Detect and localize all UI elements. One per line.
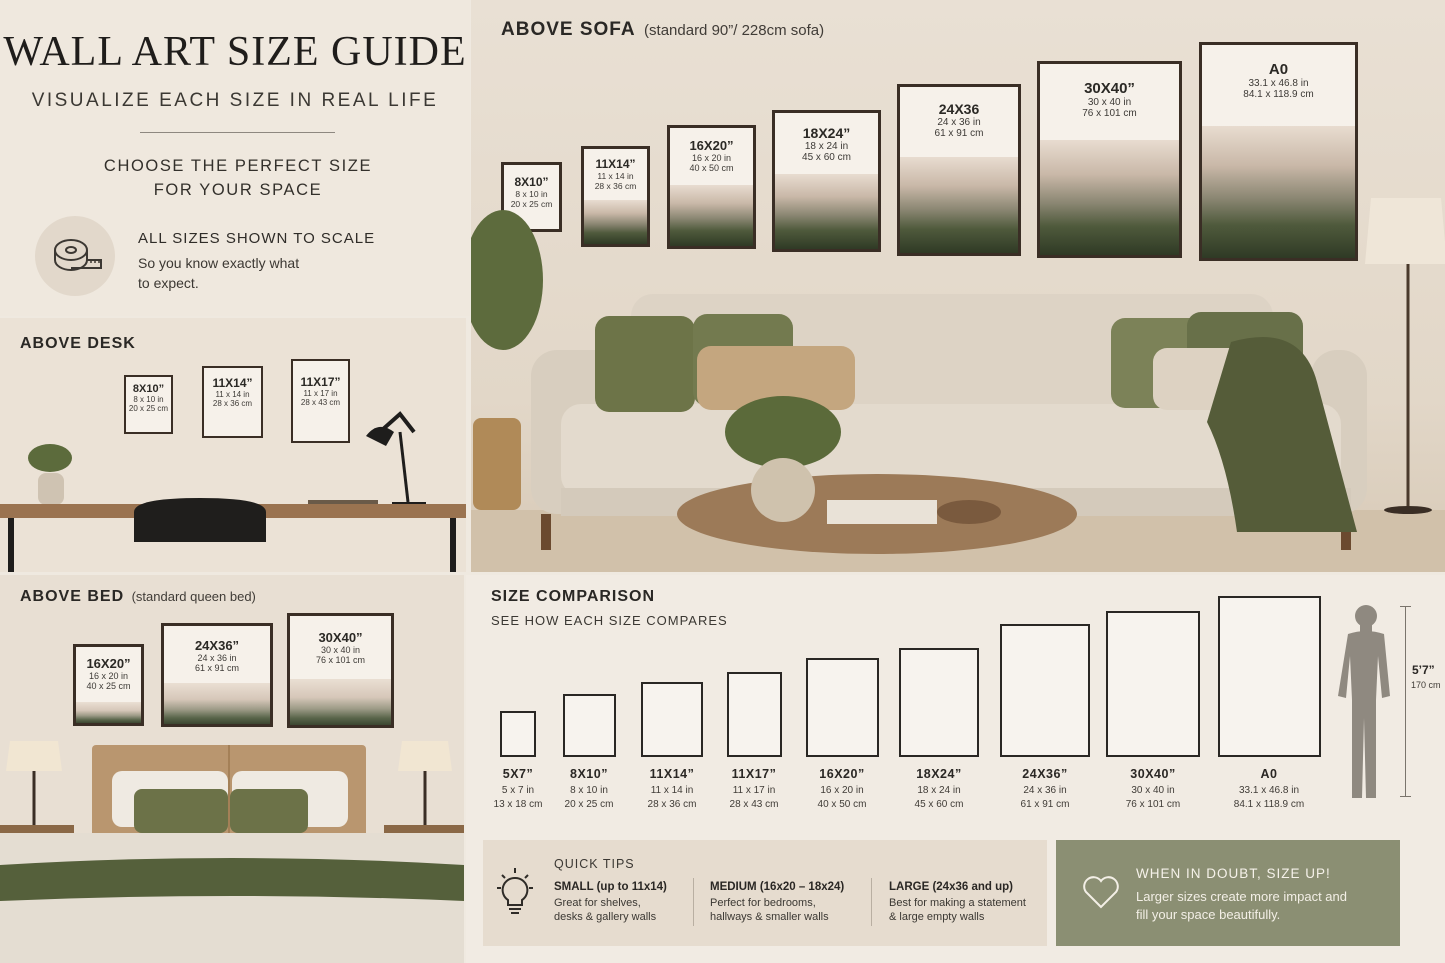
tip-heading: MEDIUM (16x20 – 18x24) (710, 881, 845, 893)
frame-size: 24X36 (938, 101, 980, 117)
size-cm: 76 x 101 cm (1125, 799, 1181, 810)
frame-inches: 11 x 14 in (215, 390, 250, 399)
compare-box-11x17 (727, 672, 782, 757)
desk-scene-illustration (0, 318, 466, 572)
frame-inches: 24 x 36 in (937, 117, 981, 128)
size-up-text (1136, 888, 1347, 924)
frame-cm: 45 x 60 cm (802, 152, 851, 163)
frame-size: A0 (1268, 61, 1289, 78)
compare-label-a0 (1219, 767, 1319, 810)
size-inches: 8 x 10 in (570, 785, 608, 796)
bed-note: (standard queen bed) (131, 589, 256, 604)
size-up-box (1056, 840, 1400, 946)
size-cm: 28 x 36 cm (647, 799, 697, 810)
frame-cm: 84.1 x 118.9 cm (1243, 89, 1314, 100)
frame-size: 16X20” (86, 656, 131, 671)
frame-size: 30X40” (1084, 80, 1135, 97)
bed-label: ABOVE BED (20, 588, 125, 605)
size-inches: 16 x 20 in (820, 785, 864, 796)
frame-size: 8X10” (514, 175, 549, 189)
size-name: 11X17” (731, 767, 777, 781)
compare-box-8x10 (563, 694, 616, 757)
size-inches: 11 x 14 in (650, 785, 694, 796)
sofa-note: (standard 90”/ 228cm sofa) (644, 22, 825, 39)
size-inches: 24 x 36 in (1023, 785, 1067, 796)
tips-divider (693, 878, 694, 926)
size-name: 30X40” (1130, 767, 1176, 781)
size-cm: 61 x 91 cm (1020, 799, 1070, 810)
frame-cm: 20 x 25 cm (510, 199, 553, 209)
tips-divider (871, 878, 872, 926)
sofa-scene-illustration (471, 190, 1445, 572)
frame-inches: 8 x 10 in (515, 189, 548, 199)
frame-size: 24X36” (194, 638, 240, 653)
height-bracket (1405, 606, 1406, 796)
sofa-heading (501, 19, 824, 41)
frame-inches: 18 x 24 in (804, 141, 849, 152)
scale-text-line-1: So you know exactly what (138, 255, 300, 271)
size-cm: 45 x 60 cm (914, 799, 964, 810)
size-cm: 20 x 25 cm (564, 799, 614, 810)
frame-inches: 30 x 40 in (1087, 97, 1132, 108)
compare-label-30x40 (1103, 767, 1203, 810)
comparison-title: SIZE COMPARISON (491, 588, 656, 605)
compare-label-24x36 (995, 767, 1095, 810)
frame-cm: 76 x 101 cm (315, 655, 366, 665)
frame-cm: 20 x 25 cm (128, 404, 169, 413)
size-inches: 18 x 24 in (917, 785, 961, 796)
size-name: 8X10” (570, 767, 608, 781)
tip-line-2: desks & gallery walls (554, 911, 657, 923)
frame-inches: 24 x 36 in (197, 653, 237, 663)
compare-label-16x20 (792, 767, 892, 810)
frame-cm: 76 x 101 cm (1082, 108, 1137, 119)
frame-cm: 61 x 91 cm (934, 128, 984, 139)
size-name: A0 (1260, 767, 1278, 781)
tip-line-1: Perfect for bedrooms, (710, 897, 816, 909)
desk-label: ABOVE DESK (20, 335, 136, 352)
size-cm: 40 x 50 cm (817, 799, 867, 810)
tip-line-1: Best for making a statement (889, 897, 1026, 909)
lightbulb-icon (491, 866, 539, 918)
frame-cm: 28 x 43 cm (300, 398, 341, 407)
frame-inches: 33.1 x 46.8 in (1248, 78, 1309, 89)
heart-icon (1082, 874, 1120, 910)
person-silhouette-icon (1336, 602, 1396, 806)
compare-box-11x14 (641, 682, 703, 757)
frame-size: 11X14” (212, 376, 253, 390)
person-height: 5’7” (1412, 663, 1435, 677)
compare-label-11x17 (704, 767, 804, 810)
size-name: 11X14” (649, 767, 695, 781)
compare-box-30x40 (1106, 611, 1200, 757)
frame-size: 8X10” (132, 383, 165, 395)
tip-line-2: & large empty walls (889, 911, 985, 923)
size-inches: 33.1 x 46.8 in (1238, 785, 1300, 796)
frame-size: 30X40” (318, 630, 363, 645)
size-inches: 30 x 40 in (1131, 785, 1175, 796)
tip-heading: SMALL (up to 11x14) (554, 881, 667, 893)
size-inches: 11 x 17 in (732, 785, 776, 796)
tape-measure-icon (35, 216, 115, 296)
size-cm: 13 x 18 cm (493, 799, 543, 810)
compare-box-18x24 (899, 648, 979, 757)
divider (140, 132, 335, 133)
sofa-panel (471, 0, 1445, 572)
frame-cm: 28 x 36 cm (594, 181, 637, 191)
compare-box-16x20 (806, 658, 879, 757)
size-cm: 28 x 43 cm (729, 799, 779, 810)
size-up-line-1: Larger sizes create more impact and (1136, 889, 1347, 904)
frame-size: 18X24” (802, 125, 851, 141)
height-bracket-bottom (1400, 796, 1411, 797)
tips-title: QUICK TIPS (554, 857, 635, 871)
sofa-label: ABOVE SOFA (501, 19, 636, 40)
tip-line-1: Great for shelves, (554, 897, 641, 909)
frame-inches: 16 x 20 in (88, 671, 129, 681)
compare-box-5x7 (500, 711, 536, 757)
quick-tips-box (483, 840, 1047, 946)
page-title: WALL ART SIZE GUIDE (3, 29, 467, 75)
intro-panel (0, 0, 470, 316)
scale-title: ALL SIZES SHOWN TO SCALE (138, 230, 376, 247)
size-name: 16X20” (819, 767, 865, 781)
compare-box-24x36 (1000, 624, 1090, 757)
scale-text (138, 253, 299, 293)
tip-small (554, 881, 667, 923)
page-subtitle: VISUALIZE EACH SIZE IN REAL LIFE (31, 90, 439, 111)
compare-label-18x24 (889, 767, 989, 810)
bed-panel (0, 575, 464, 963)
size-inches: 5 x 7 in (501, 785, 535, 796)
frame-inches: 16 x 20 in (691, 153, 732, 163)
bed-scene-illustration (0, 575, 464, 963)
frame-cm: 61 x 91 cm (194, 663, 240, 673)
frame-inches: 11 x 14 in (597, 171, 634, 181)
size-up-title: WHEN IN DOUBT, SIZE UP! (1136, 866, 1331, 881)
size-up-line-2: fill your space beautifully. (1136, 907, 1281, 922)
comparison-subtitle: SEE HOW EACH SIZE COMPARES (491, 613, 728, 628)
frame-size: 16X20” (689, 138, 734, 153)
frame-cm: 40 x 50 cm (689, 163, 734, 173)
choose-line-1: CHOOSE THE PERFECT SIZE (103, 157, 373, 175)
tip-line-2: hallways & smaller walls (710, 911, 829, 923)
desk-panel (0, 318, 466, 572)
frame-inches: 11 x 17 in (303, 389, 338, 398)
frame-size: 11X17” (300, 375, 341, 389)
compare-box-a0 (1218, 596, 1321, 757)
size-cm: 84.1 x 118.9 cm (1233, 799, 1305, 810)
height-bracket-top (1400, 606, 1411, 607)
choose-text (0, 154, 476, 202)
frame-cm: 28 x 36 cm (212, 399, 253, 408)
scale-text-line-2: to expect. (138, 275, 199, 291)
tip-large (889, 881, 1026, 923)
tip-heading: LARGE (24x36 and up) (889, 881, 1013, 893)
frame-size: 11X14” (595, 157, 636, 171)
size-name: 24X36” (1022, 767, 1068, 781)
tip-medium (710, 881, 844, 923)
person-height-cm: 170 cm (1411, 680, 1441, 690)
size-name: 18X24” (916, 767, 962, 781)
frame-cm: 40 x 25 cm (86, 681, 131, 691)
choose-line-2: FOR YOUR SPACE (153, 181, 323, 199)
frame-inches: 30 x 40 in (320, 645, 361, 655)
size-name: 5X7” (502, 767, 534, 781)
frame-inches: 8 x 10 in (133, 395, 164, 404)
